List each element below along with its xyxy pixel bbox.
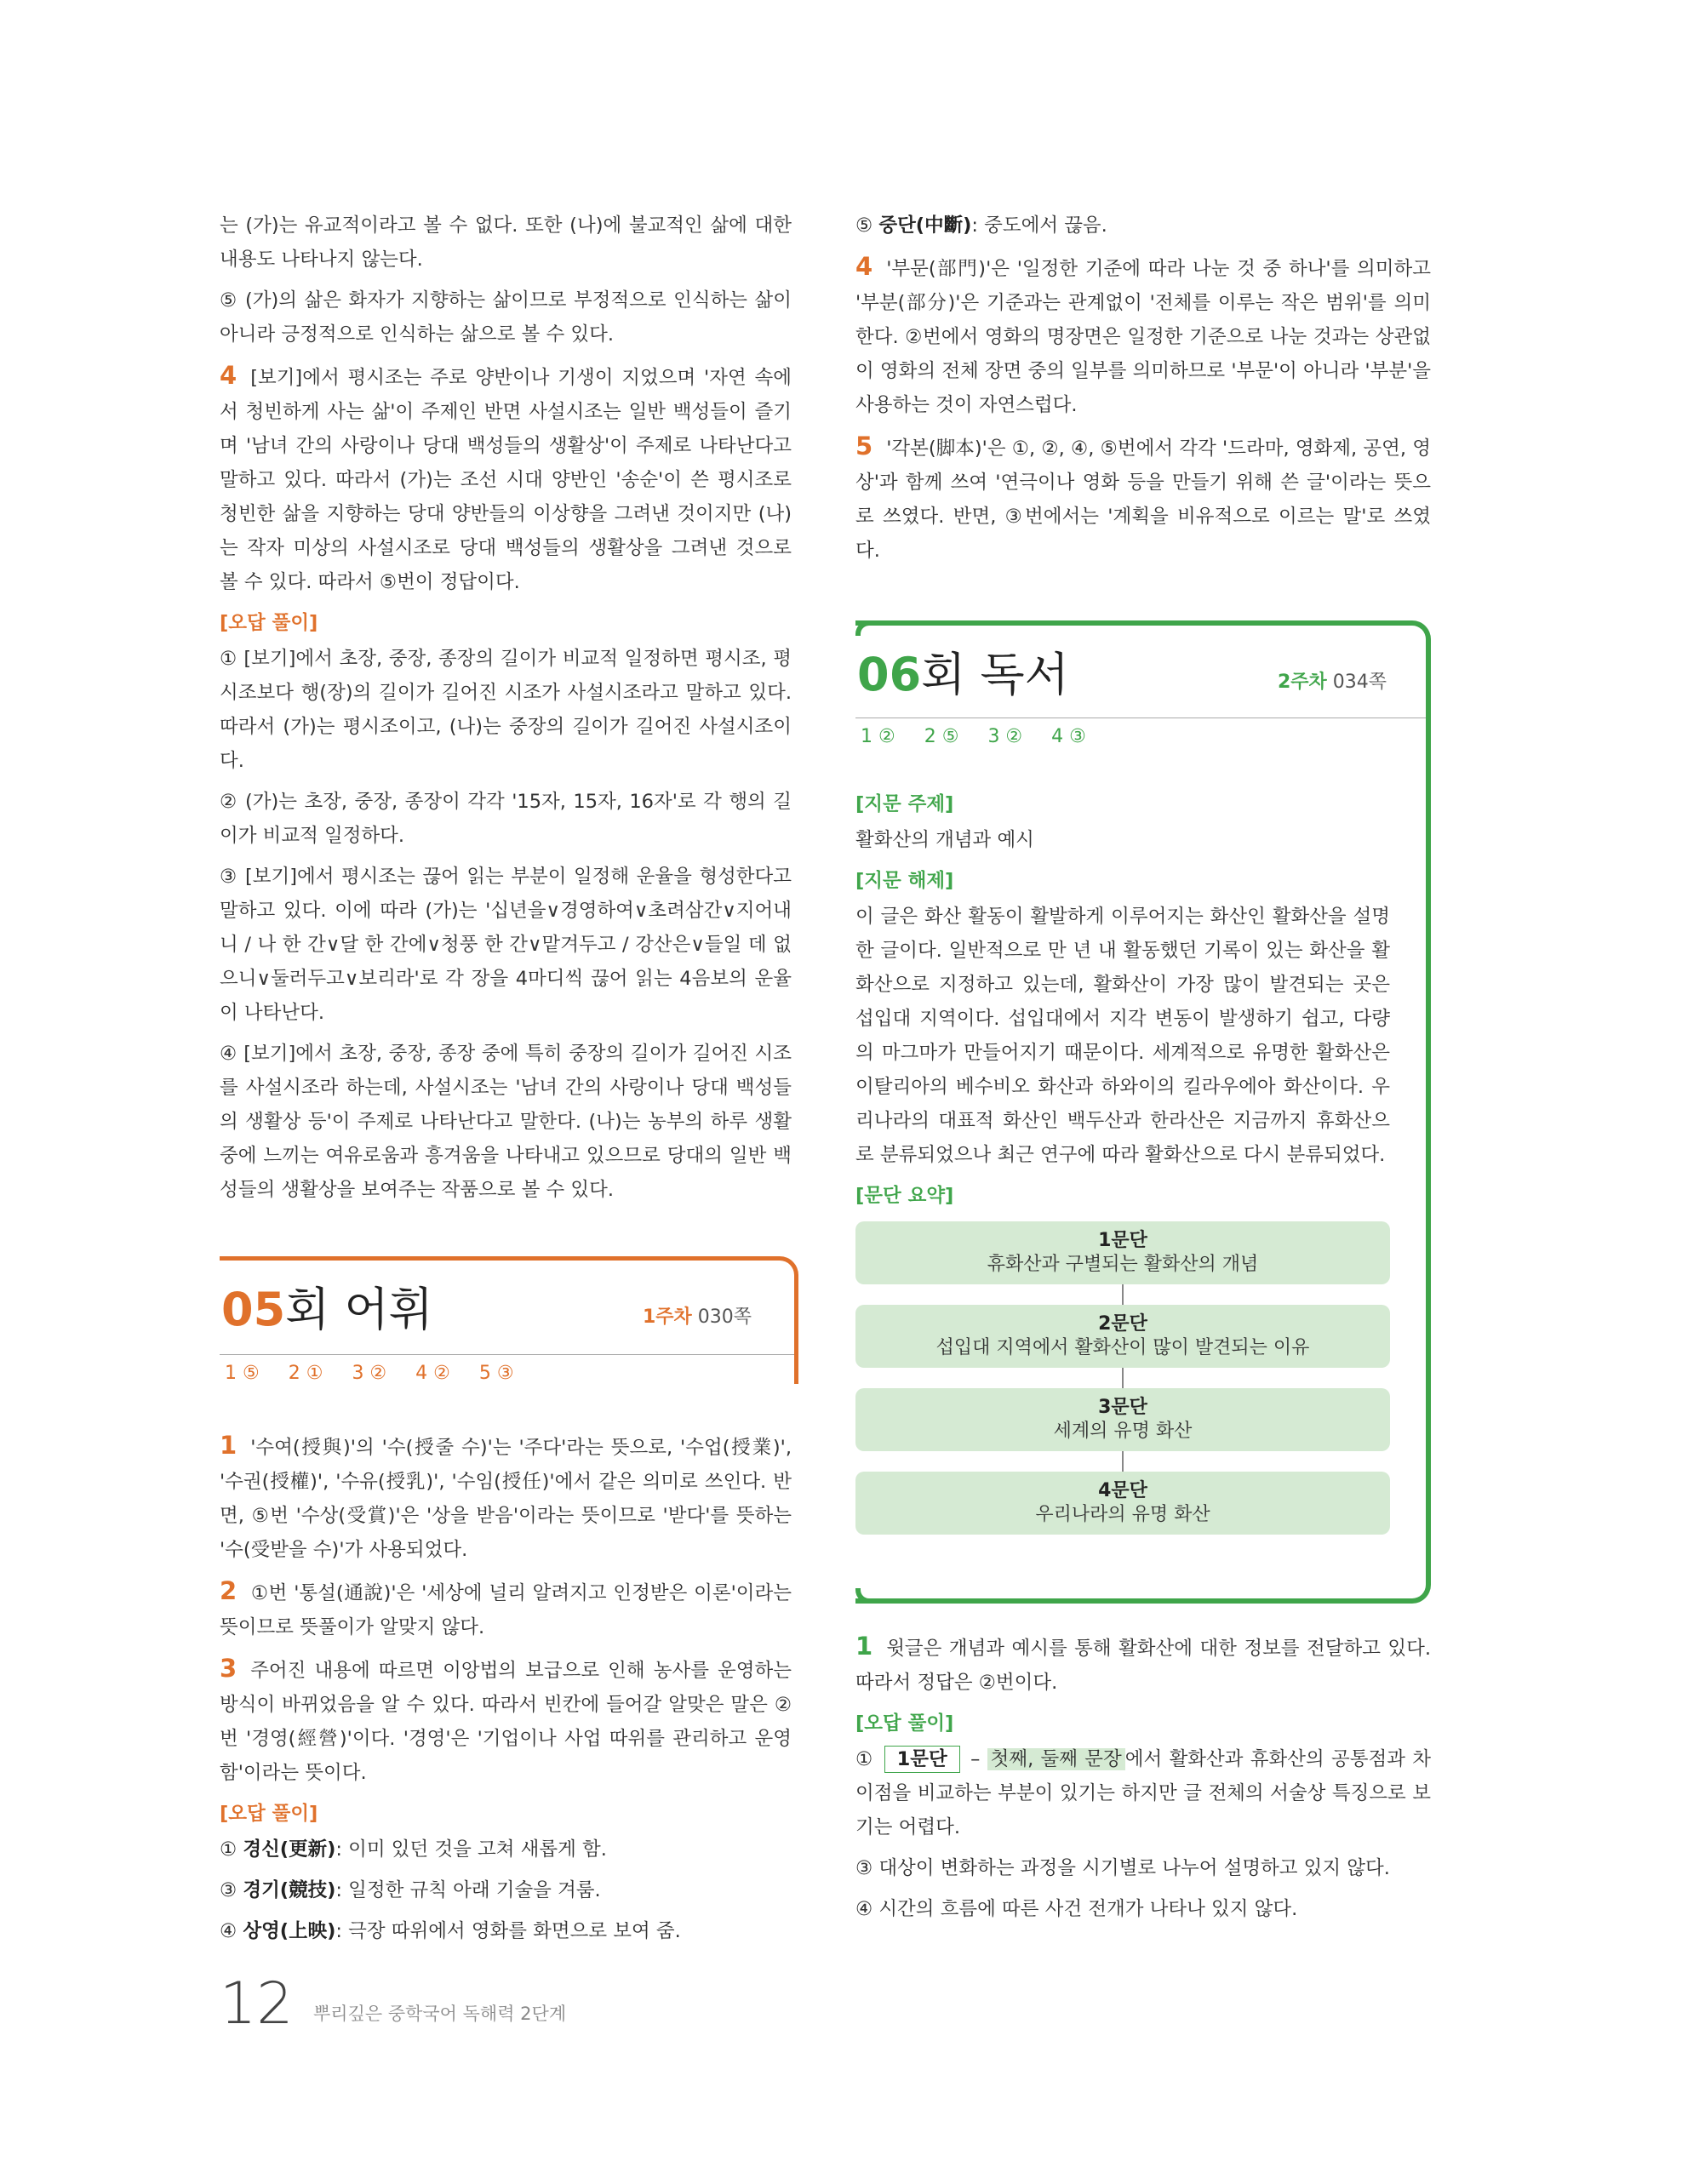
section-box-06 <box>855 620 1431 1604</box>
box-corner <box>855 620 874 636</box>
vocab-item <box>220 1832 792 1867</box>
left-column <box>220 209 792 1955</box>
wrong-answer-item: ④ 시간의 흐름에 따른 사건 전개가 나타나 있지 않다. <box>855 1898 1298 1920</box>
answer-item: 1 ② <box>861 726 895 747</box>
vocab-item <box>855 209 1431 243</box>
week-label: 2주차 <box>1277 672 1327 693</box>
summary-box <box>855 1221 1390 1284</box>
summary-box <box>855 1472 1390 1535</box>
wrong-answer-header: [오답 풀이] <box>220 612 318 634</box>
right-column <box>855 209 1431 1933</box>
dash: – <box>963 1748 987 1770</box>
question-number: 4 <box>855 252 873 281</box>
divider <box>220 1354 794 1355</box>
vocab-item <box>220 1873 792 1907</box>
summary-text: 세계의 유명 화산 <box>1053 1421 1193 1442</box>
explanation-text: '각본(脚本)'은 ①, ②, ④, ⑤번에서 각각 '드라마, 영화제, 공연, 영상'과 함께 쓰여 '연극이나 영화 등을 만들기 위해 쓴 글'이라는 뜻으로 쓰였다. 반면, ③번에서는 '계획을 비유적으로 이르는 말'로 쓰였다. <box>855 437 1431 562</box>
wrong-answer-item: ③ [보기]에서 평시조는 끊어 읽는 부분이 일정해 운율을 형성한다고 말하고 있다. 이에 따라 (가)는 '십년을∨경영하여∨초려삼간∨지어내니 / 나 한 간∨달 한 간에∨청풍 한 간∨맡겨두고 / 강산은∨들일 데 없으니∨둘러두고∨보리라'로 각 장을 4마디씩 끊어 읽는 4음보의 운율이 나타난다. <box>220 866 792 1024</box>
explanation-text: 주어진 내용에 따르면 이앙법의 보급으로 인해 농사를 운영하는 방식이 바뀌었음을 알 수 있다. 따라서 빈칸에 들어갈 알맞은 말은 ②번 '경영(經營)'이다. '경영'은 '기업이나 사업 따위를 관리하고 운영함'이라는 뜻이다. <box>220 1660 792 1784</box>
paragraph: 는 (가)는 유교적이라고 볼 수 없다. 또한 (나)에 불교적인 삶에 대한 내용도 나타나지 않는다. <box>220 214 792 271</box>
wrong-answer-header: [오답 풀이] <box>855 1712 954 1735</box>
answer-key <box>225 1359 543 1388</box>
answer-item: 3 ② <box>987 726 1023 747</box>
section-number: 06 <box>857 648 922 701</box>
paragraph-summary <box>855 1221 1390 1535</box>
explanation-text: 윗글은 개념과 예시를 통해 활화산에 대한 정보를 전달하고 있다. 따라서 정답은 ②번이다. <box>855 1638 1431 1694</box>
wrong-answer-item: ① [보기]에서 초장, 중장, 종장의 길이가 비교적 일정하면 평시조, 평시조보다 행(장)의 길이가 길어진 시조가 사설시조라고 말하고 있다. 따라서 (가)는 평시조이고, (나)는 중장의 길이가 길어진 사설시조이다. <box>220 648 792 772</box>
section-name: 회 어휘 <box>285 1283 433 1336</box>
summary-box <box>855 1388 1390 1451</box>
question-number: 4 <box>220 361 237 390</box>
question-number: 2 <box>220 1576 237 1605</box>
item-marker: ④ <box>220 1920 243 1942</box>
question-explanation <box>220 358 792 599</box>
wrong-answer-text: 에서 활화산과 휴화산의 공통점과 차이점을 비교하는 부분이 있기는 하지만 글 전체의 서술상 특징으로 보기는 어렵다. <box>855 1748 1432 1838</box>
summary-text: 우리나라의 유명 화산 <box>1035 1504 1210 1525</box>
connector-line <box>1122 1368 1124 1388</box>
answer-item: 5 ③ <box>478 1363 514 1384</box>
week-reference <box>1278 670 1387 695</box>
wrong-answer-item <box>855 1742 1431 1844</box>
connector-line <box>1122 1284 1124 1305</box>
week-label: 1주차 <box>642 1306 692 1328</box>
section-title <box>221 1284 433 1335</box>
section-number: 05 <box>221 1283 286 1336</box>
wrong-answer-item: ② (가)는 초장, 중장, 종장이 각각 '15자, 15자, 16자'로 각 행의 길이가 비교적 일정하다. <box>220 791 792 847</box>
wrong-answer-item: ③ 대상이 변화하는 과정을 시기별로 나누어 설명하고 있지 않다. <box>855 1857 1390 1879</box>
page-reference: 034쪽 <box>1326 672 1387 693</box>
wrong-answer-item: ④ [보기]에서 초장, 중장, 종장 중에 특히 중장의 길이가 길어진 시조를 사설시조라 하는데, 사설시조는 '남녀 간의 사랑이나 당대 백성들의 생활상 등'이 주제로 나타난다고 말한다. (나)는 농부의 하루 생활 중에 느끼는 여유로움과 흥겨움을 나타내고 있으므로 당대의 일반 백성들의 생활상을 보여주는 작품으로 볼 수 있다. <box>220 1043 792 1201</box>
explanation-text: [보기]에서 평시조는 주로 양반이나 기생이 지었으며 '자연 속에서 청빈하게 사는 삶'이 주제인 반면 사설시조는 일반 백성들이 즐기며 '남녀 간의 사랑이나 당대 백성들의 생활상'이 주제로 나타난다고 말하고 있다. 따라서 (가)는 조선 시대 양반인 '송순'이 쓴 평시조로 청빈한 삶을 지향하는 당대 양반들의 이상향을 그려낸 것이지만 (나)는 작자 미상의 사설시조로 당대 백성들의 생활상을 그려낸 것으로 볼 수 있다. 따라서 ⑤번이 정답이다. <box>220 367 792 593</box>
topic-header: [지문 주제] <box>855 793 954 815</box>
wrong-answer-header: [오답 풀이] <box>220 1803 318 1825</box>
question-explanation <box>220 1651 792 1790</box>
connector-line <box>1122 1451 1124 1472</box>
summary-text: 섭입대 지역에서 활화산이 많이 발견되는 이유 <box>935 1337 1310 1358</box>
question-explanation <box>220 1574 792 1644</box>
section-title <box>857 649 1069 700</box>
summary-title: 4문단 <box>1098 1480 1147 1501</box>
answer-item: 2 ⑤ <box>924 726 959 747</box>
vocab-item <box>220 1914 792 1948</box>
week-reference <box>643 1305 752 1330</box>
item-marker: ⑤ <box>855 214 879 237</box>
page-number: 12 <box>220 1970 294 2038</box>
answer-item: 4 ③ <box>1051 726 1086 747</box>
analysis-header: [지문 해제] <box>855 870 954 892</box>
summary-text: 휴화산과 구별되는 활화산의 개념 <box>987 1254 1259 1275</box>
topic-text: 활화산의 개념과 예시 <box>855 829 1034 851</box>
vocab-term: 경신(更新) <box>243 1838 336 1861</box>
vocab-definition: : 이미 있던 것을 고쳐 새롭게 함. <box>335 1838 607 1861</box>
paragraph-tag: 1문단 <box>884 1746 960 1773</box>
paragraph: ⑤ (가)의 삶은 화자가 지향하는 삶이므로 부정적으로 인식하는 삶이 아니라 긍정적으로 인식하는 삶으로 볼 수 있다. <box>220 289 792 346</box>
item-marker: ③ <box>220 1879 243 1901</box>
question-explanation <box>220 1428 792 1567</box>
answer-item: 4 ② <box>415 1363 450 1384</box>
vocab-definition: : 극장 따위에서 영화를 화면으로 보여 줌. <box>335 1920 681 1942</box>
summary-title: 1문단 <box>1098 1230 1147 1251</box>
question-explanation <box>855 249 1431 422</box>
book-title: 뿌리깊은 중학국어 독해력 2단계 <box>313 2004 567 2024</box>
item-marker: ① <box>220 1838 243 1861</box>
question-number: 3 <box>220 1654 237 1683</box>
question-explanation <box>855 429 1431 568</box>
vocab-term: 중단(中斷) <box>878 214 972 237</box>
item-marker: ① <box>855 1748 881 1770</box>
passage-info <box>855 782 1390 1535</box>
explanation-text: ①번 '통설(通說)'은 '세상에 널리 알려지고 인정받은 이론'이라는 뜻이므로 뜻풀이가 알맞지 않다. <box>220 1582 792 1638</box>
vocab-term: 경기(競技) <box>243 1879 336 1901</box>
highlight: 첫째, 둘째 문장 <box>987 1748 1125 1770</box>
vocab-definition: : 일정한 규칙 아래 기술을 겨룸. <box>335 1879 601 1901</box>
summary-header: [문단 요약] <box>855 1185 954 1207</box>
summary-title: 2문단 <box>1098 1313 1147 1335</box>
vocab-term: 상영(上映) <box>243 1920 336 1942</box>
answer-key <box>861 723 1115 752</box>
question-explanation <box>855 1629 1431 1700</box>
explanation-text: '부문(部門)'은 '일정한 기준에 따라 나눈 것 중 하나'를 의미하고 '부분(部分)'은 기준과는 관계없이 '전체를 이루는 작은 범위'를 의미한다. ②번에서 영화의 명장면은 일정한 기준으로 나눈 것과는 상관없이 영화의 전체 장면 중의 일부를 의미하므로 '부문'이 아니라 '부분'을 사용하는 것이 자연스럽다. <box>855 258 1431 416</box>
page-footer <box>220 1970 567 2038</box>
question-number: 5 <box>855 432 873 460</box>
section-box-05 <box>220 1256 798 1384</box>
page-reference: 030쪽 <box>691 1306 752 1328</box>
box-corner <box>855 1588 874 1604</box>
explanation-text: '수여(授與)'의 '수(授줄 수)'는 '주다'라는 뜻으로, '수업(授業)', '수권(授權)', '수유(授乳)', '수임(授任)'에서 같은 의미로 쓰인다. 반면, ⑤번 '수상(受賞)'은 '상을 받음'이라는 뜻이므로 '받다'를 뜻하는 '수(受받을 수)'가 사용되었다. <box>220 1437 792 1561</box>
answer-item: 1 ⑤ <box>225 1363 260 1384</box>
answer-item: 2 ① <box>288 1363 323 1384</box>
question-number: 1 <box>855 1632 873 1661</box>
question-number: 1 <box>220 1431 237 1460</box>
summary-box <box>855 1305 1390 1368</box>
section-name: 회 독서 <box>921 648 1069 701</box>
summary-title: 3문단 <box>1098 1397 1147 1418</box>
answer-item: 3 ② <box>352 1363 387 1384</box>
vocab-definition: : 중도에서 끊음. <box>971 214 1107 237</box>
analysis-text: 이 글은 화산 활동이 활발하게 이루어지는 화산인 활화산을 설명한 글이다. 일반적으로 만 년 내 활동했던 기록이 있는 화산을 활화산으로 지정하고 있는데, 활화산이 가장 많이 발견되는 곳은 섭입대 지역이다. 섭입대에서 지각 변동이 발생하기 쉽고, 다량의 마그마가 만들어지기 때문이다. 세계적으로 유명한 활화산은 이탈리아의 베수비오 화산과 하와이의 킬라우에아 화산이다. 우리나라의 대표적 화산인 백두산과 한라산은 지금까지 휴화산으로 분류되었으나 최근 연구에 따라 활화산으로 다시 분류되었다. <box>855 906 1390 1166</box>
